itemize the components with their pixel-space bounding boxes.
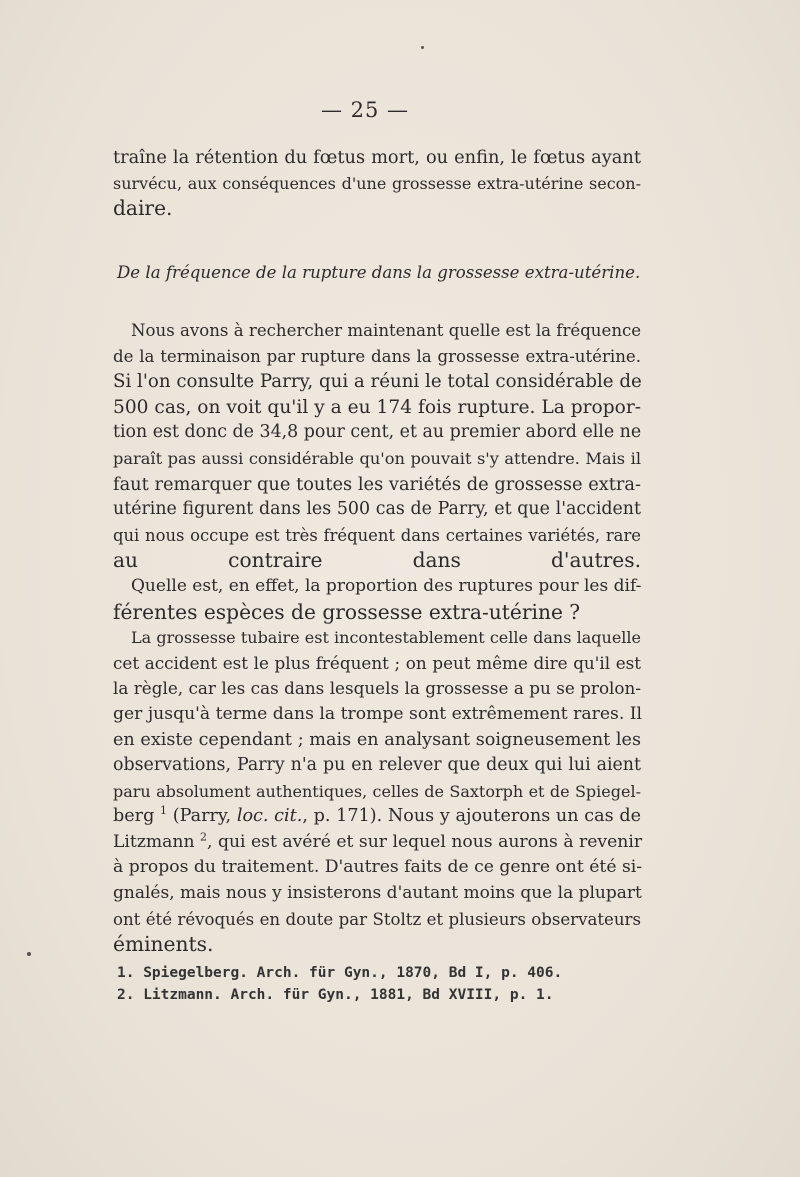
text-line: paru absolument authentiques, celles de Saxtorph et de Spiegel- [113,781,641,801]
text-fragment: (Parry, [167,806,237,827]
italic-citation: loc. cit. [236,806,303,827]
footnote-2: 2. Litzmann. Arch. für Gyn., 1881, Bd XVIII, p. 1. [117,987,554,1003]
text-line: en existe cependant ; mais en analysant soigneusement les [113,729,641,750]
text-line: La grossesse tubaire est incontestablement celle dans laquelle [131,628,641,648]
text-line: survécu, aux conséquences d'une grossesse extra-utérine secon- [113,173,641,193]
footnote-ref: 2 [200,830,208,844]
text-fragment: Litzmann [113,831,201,852]
text-line: au contraire dans d'autres. [113,548,641,573]
text-line: utérine figurent dans les 500 cas de Parry, et que l'accident [113,499,641,520]
text-line: la règle, car les cas dans lesquels la grossesse a pu se prolon- [113,678,641,699]
text-line: ont été révoqués en doute par Stoltz et plusieurs observateurs [113,909,641,929]
text-line: 500 cas, on voit qu'il y a eu 174 fois rupture. La propor- [113,396,641,418]
footnote-1: 1. Spiegelberg. Arch. für Gyn., 1870, Bd I, p. 406. [117,965,563,981]
text-line: férentes espèces de grossesse extra-utérine ? [113,599,581,624]
section-heading: De la fréquence de la rupture dans la grossesse extra-utérine. [117,263,641,282]
text-line: de la terminaison par rupture dans la grossesse extra-utérine. [113,346,641,366]
text-line: cet accident est le plus fréquent ; on peut même dire qu'il est [113,652,641,673]
text-line: Si l'on consulte Parry, qui a réuni le total considérable de [113,371,642,393]
intro-paragraph [113,145,641,222]
text-fragment: , p. 171). Nous y ajouterons un cas de [302,806,641,827]
text-line: gnalés, mais nous y insisterons d'autant moins que la plupart [113,883,642,904]
footnotes [117,962,562,1006]
text-line: faut remarquer que toutes les variétés de grossesse extra- [113,473,641,495]
page-number: — 25 — [320,98,410,122]
text-line [113,830,641,856]
text-line: tion est donc de 34,8 pour cent, et au premier abord elle ne [113,422,642,443]
text-fragment: , qui est avéré et sur lequel nous aurons à revenir [207,831,643,852]
text-line: ger jusqu'à terme dans la trompe sont extrêmement rares. Il [113,703,643,724]
body-text [113,318,641,958]
ink-speck [27,952,31,956]
footnote-ref: 1 [160,804,168,818]
text-line: Nous avons à rechercher maintenant quelle est la fréquence [131,321,642,340]
ink-speck [421,46,424,49]
text-line [113,804,641,830]
text-line: daire. [113,196,173,221]
text-line: Quelle est, en effet, la proportion des ruptures pour les dif- [131,575,642,596]
text-line: éminents. [113,932,214,957]
text-fragment: berg [113,806,161,827]
text-line: qui nous occupe est très fréquent dans certaines variétés, rare [113,525,641,545]
text-line: paraît pas aussi considérable qu'on pouvait s'y attendre. Mais il [113,448,641,468]
text-line: observations, Parry n'a pu en relever que deux qui lui aient [113,755,641,776]
text-line: à propos du traitement. D'autres faits de ce genre ont été si- [113,857,643,878]
text-line: traîne la rétention du fœtus mort, ou enfin, le fœtus ayant [113,147,641,168]
